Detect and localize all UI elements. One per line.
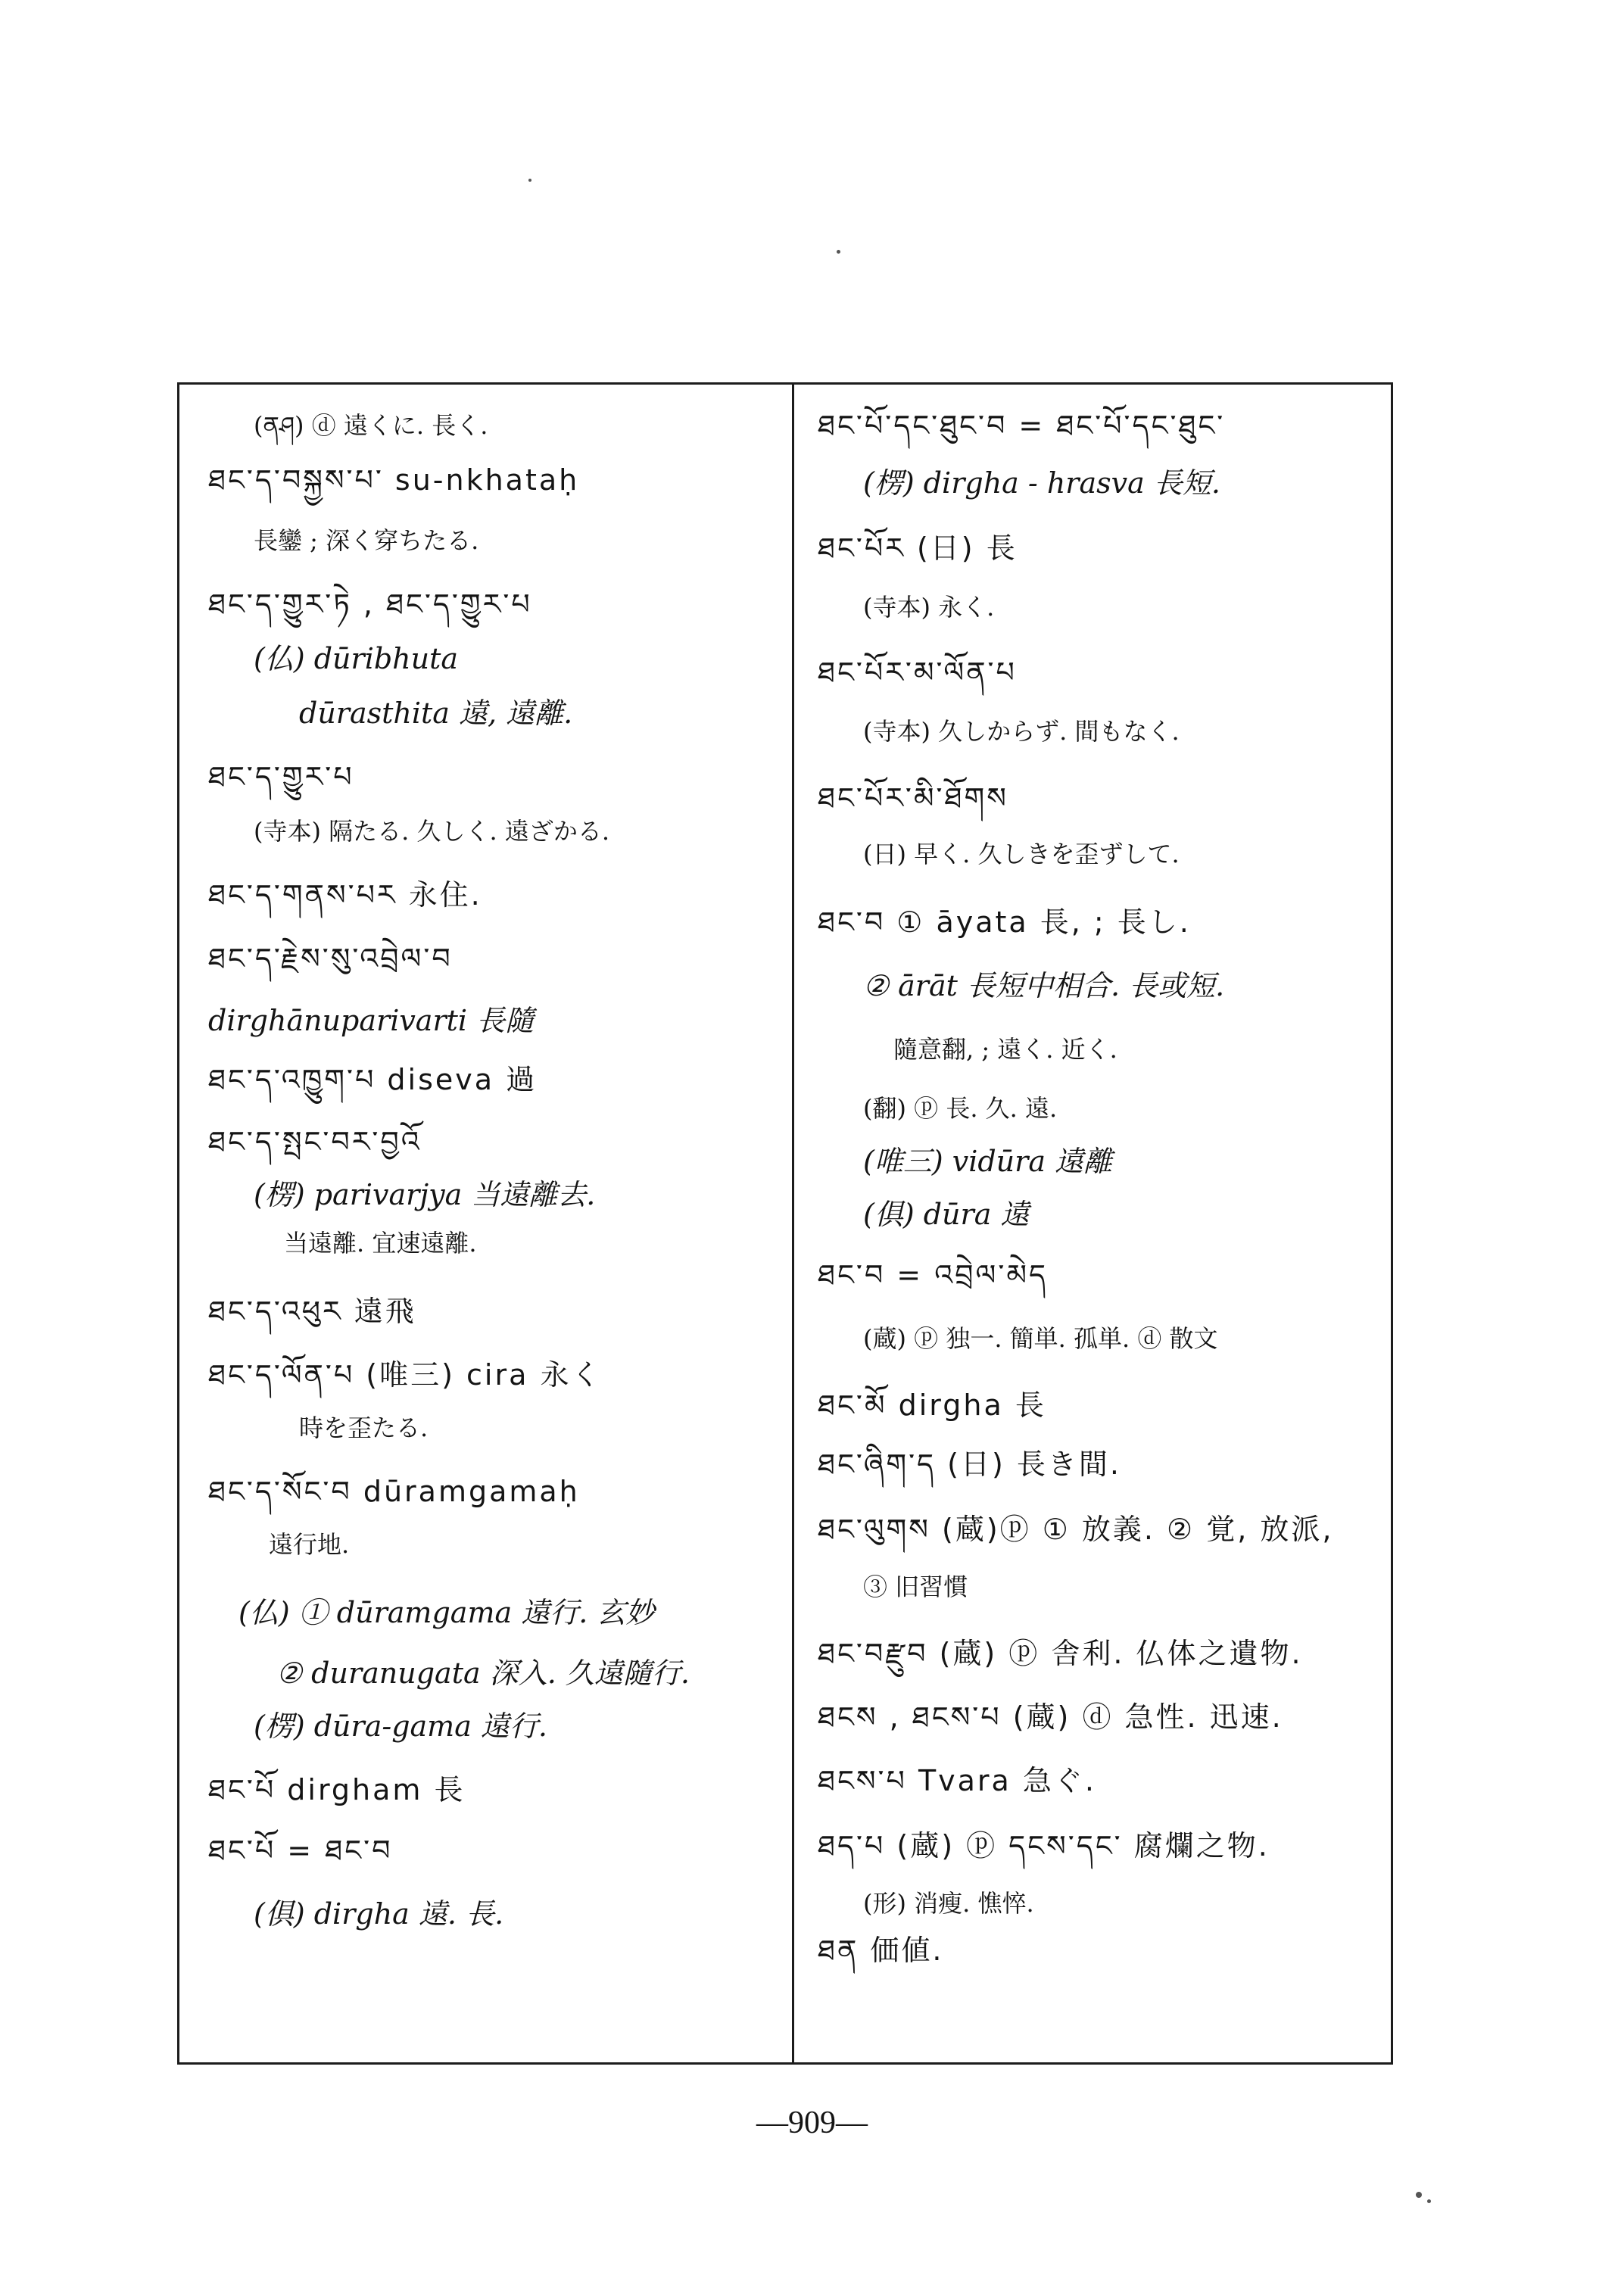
right-entry-line: (唯三) vidūra 遠離 bbox=[863, 1145, 1113, 1178]
scan-speck bbox=[1427, 2199, 1431, 2203]
column-divider bbox=[792, 385, 794, 2062]
left-entry-line: ཐང་ད་འཁྱུག་པ diseva 過 bbox=[208, 1063, 538, 1096]
right-entry-line: ཐད་པ (蔵) ⓟ དངས་དང་ 腐爛之物. bbox=[818, 1829, 1270, 1862]
right-entry-line: ཐང་བ = འབྲེལ་མེད bbox=[818, 1258, 1048, 1292]
right-entry-line: (日) 早く. 久しきを歪ずして. bbox=[863, 840, 1180, 868]
right-entry-line: (形) 消瘦. 憔悴. bbox=[863, 1889, 1034, 1918]
left-entry-line: 遠行地. bbox=[269, 1530, 350, 1559]
left-entry-line: 長鑾 ; 深く穿ちたる. bbox=[254, 526, 479, 555]
right-entry-line: (翻) ⓟ 長. 久. 遠. bbox=[863, 1094, 1058, 1123]
right-entry-line: (寺本) 永く. bbox=[863, 593, 995, 622]
left-entry-line: ཐང་ད་འཕུར 遠飛 bbox=[208, 1295, 416, 1328]
left-entry-line: 時を歪たる. bbox=[299, 1413, 429, 1442]
left-entry-line: ཐང་པོ dirgham 長 bbox=[208, 1773, 466, 1806]
left-entry-line: (仏) dūribhuta bbox=[254, 642, 459, 675]
left-entry-line: ཐང་ད་གནས་པར 永住. bbox=[208, 878, 482, 912]
left-entry-line: ཐང་ད་སྤང་བར་བྱའོ bbox=[208, 1125, 422, 1158]
scan-speck bbox=[528, 179, 531, 182]
page-frame bbox=[177, 382, 1393, 2065]
right-entry-line: ཐང་པོར་མི་ཐོགས bbox=[818, 781, 1008, 815]
left-entry-line: dūrasthita 遠, 遠離. bbox=[299, 697, 573, 730]
left-entry-line: ཐང་ད་གྱུར་ཏེ , ཐང་ད་གྱུར་པ bbox=[208, 588, 532, 621]
right-entry-line: 隨意翻, ; 遠く. 近く. bbox=[893, 1035, 1117, 1064]
left-entry-line: (ནཤ) ⓓ 遠くに. 長く. bbox=[254, 411, 488, 440]
right-entry-line: ཐང་པོར (日) 長 bbox=[818, 531, 1018, 565]
right-entry-line: ཐང་བརྫུབ (蔵) ⓟ 舎利. 仏体之遺物. bbox=[818, 1637, 1303, 1670]
left-entry-line: (楞) dūra-gama 遠行. bbox=[254, 1710, 548, 1743]
left-entry-line: (寺本) 隔たる. 久しく. 遠ざかる. bbox=[254, 817, 610, 846]
right-entry-line: (俱) dūra 遠 bbox=[863, 1198, 1030, 1231]
right-entry-line: (楞) dirgha - hrasva 長短. bbox=[863, 466, 1220, 500]
right-entry-line: ཐངས་པ Tvara 急ぐ. bbox=[818, 1764, 1096, 1797]
right-entry-line: ཐང་བ ① āyata 長, ; 長し. bbox=[818, 905, 1191, 939]
right-entry-line: ② ārāt 長短中相合. 長或短. bbox=[863, 969, 1225, 1002]
left-entry-line: ཐང་ད་ལོན་པ (唯三) cira 永く bbox=[208, 1358, 603, 1392]
left-entry-line: ② duranugata 深入. 久遠隨行. bbox=[276, 1657, 690, 1690]
left-entry-line: (俱) dirgha 遠. 長. bbox=[254, 1897, 504, 1931]
right-entry-line: (蔵) ⓟ 独一. 簡単. 孤単. ⓓ 散文 bbox=[863, 1324, 1218, 1353]
left-entry-line: ཐང་པོ = ཐང་བ bbox=[208, 1834, 393, 1867]
right-entry-line: ཐངས , ཐངས་པ (蔵) ⓓ 急性. 迅速. bbox=[818, 1700, 1283, 1734]
left-entry-line: ཐང་ད་བསྐྱས་པ་ su-nkhataḥ bbox=[208, 463, 580, 497]
scan-speck bbox=[837, 250, 840, 254]
left-entry-line: dirghānuparivarti 長隨 bbox=[208, 1004, 535, 1037]
right-entry-line: ཐང་པོར་མ་ལོན་པ bbox=[818, 656, 1017, 689]
right-entry-line: ཐང་ལུགས (蔵)ⓟ ① 放義. ② 覚, 放派, bbox=[818, 1513, 1334, 1546]
scan-speck bbox=[1416, 2192, 1422, 2198]
left-entry-line: ཐང་ད་གྱུར་པ bbox=[208, 760, 354, 793]
right-entry-line: ཐང་མོ dirgha 長 bbox=[818, 1389, 1046, 1422]
left-entry-line: (仏) ① dūramgama 遠行. 玄妙 bbox=[238, 1596, 655, 1629]
right-entry-line: (寺本) 久しからず. 間もなく. bbox=[863, 717, 1180, 746]
left-entry-line: ཐང་ད་རྗེས་སུ་འབྲེལ་བ bbox=[208, 942, 453, 975]
page-number: —909— bbox=[756, 2105, 868, 2140]
left-entry-line: (楞) parivarjya 当遠離去. bbox=[254, 1178, 596, 1211]
left-entry-line: ཐང་ད་སོང་བ dūramgamaḥ bbox=[208, 1475, 580, 1508]
right-entry-line: ཐང་ཞིག་ད (日) 長き間. bbox=[818, 1448, 1121, 1481]
left-entry-line: 当遠離. 宜速遠離. bbox=[284, 1229, 477, 1258]
right-entry-line: ཐན 価値. bbox=[818, 1934, 944, 1967]
right-entry-line: ཐང་པོ་དང་ཐུང་བ = ཐང་པོ་དང་ཐུང་ bbox=[818, 409, 1226, 442]
right-entry-line: ③ 旧習慣 bbox=[863, 1572, 968, 1601]
